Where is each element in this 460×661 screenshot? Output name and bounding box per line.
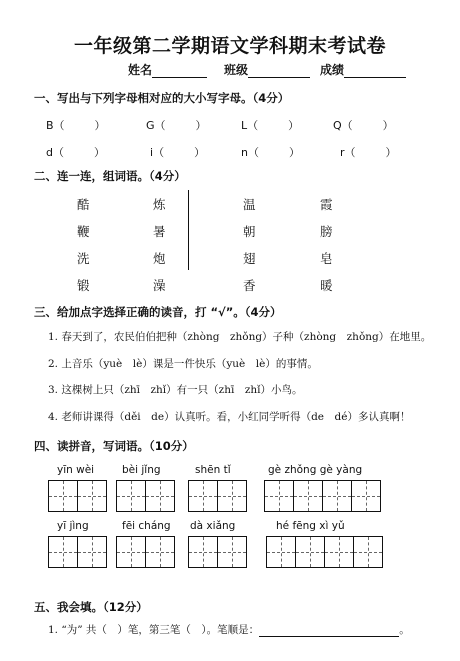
letter: Q — [333, 119, 342, 132]
character-box-group[interactable] — [188, 536, 247, 568]
name-blank[interactable] — [152, 65, 207, 78]
pinyin-label: gè zhǒng gè yàng — [268, 464, 363, 476]
question-2[interactable]: 2. 上音乐（yuè lè）课是一件快乐（yuè lè）的事情。 — [48, 358, 318, 370]
character-box-group[interactable] — [266, 536, 383, 568]
writing-box[interactable] — [267, 537, 295, 567]
letter-item: r（ ） — [340, 146, 397, 159]
writing-box[interactable] — [189, 537, 217, 567]
question-1[interactable]: 1. 春天到了，农民伯伯把种（zhòng zhǒng）子种（zhòng zhǒng）在地里。 — [48, 331, 432, 343]
match-word[interactable]: 洗 — [77, 251, 90, 266]
writing-box[interactable] — [117, 481, 145, 511]
class-label: 班级 — [224, 63, 249, 77]
writing-box[interactable] — [217, 537, 246, 567]
letter: n — [241, 146, 248, 159]
letter-item: i（ ） — [150, 146, 206, 159]
writing-box[interactable] — [49, 481, 77, 511]
match-word[interactable]: 鞭 — [77, 224, 90, 239]
writing-box[interactable] — [324, 537, 353, 567]
writing-box[interactable] — [145, 481, 174, 511]
pinyin-label: yīn wèi — [57, 464, 95, 476]
match-word[interactable]: 暑 — [153, 224, 166, 239]
writing-box[interactable] — [351, 481, 380, 511]
pinyin-label: hé fēng xì yǔ — [276, 520, 345, 532]
writing-box[interactable] — [189, 481, 217, 511]
character-box-group[interactable] — [264, 480, 381, 512]
writing-box[interactable] — [353, 537, 382, 567]
writing-box[interactable] — [293, 481, 322, 511]
writing-box[interactable] — [117, 537, 145, 567]
letter-item: B（ ） — [46, 119, 106, 132]
match-word[interactable]: 锻 — [77, 278, 90, 293]
character-box-group[interactable] — [116, 536, 175, 568]
letter-item: Q（ ） — [333, 119, 394, 132]
pinyin-label: dà xiǎng — [190, 520, 236, 532]
writing-box[interactable] — [265, 481, 293, 511]
match-word[interactable]: 温 — [243, 197, 256, 212]
name-field[interactable] — [128, 61, 207, 78]
letter-item: G（ ） — [146, 119, 207, 132]
question-4[interactable]: 4. 老师讲课得（děi de）认真听。看，小红同学听得（de dé）多认真啊！ — [48, 411, 411, 423]
match-word[interactable]: 炮 — [153, 251, 166, 266]
writing-box[interactable] — [49, 537, 77, 567]
letter: G — [146, 119, 155, 132]
letter: d — [46, 146, 53, 159]
score-label: 成绩 — [320, 63, 345, 77]
question-fill-1 — [48, 622, 410, 637]
match-word[interactable]: 酷 — [77, 197, 90, 212]
letter: L — [241, 119, 248, 132]
writing-box[interactable] — [217, 481, 246, 511]
match-word[interactable]: 膀 — [320, 224, 333, 239]
character-box-group[interactable] — [116, 480, 175, 512]
score-field[interactable] — [320, 61, 406, 78]
section-5-title: 五、我会填。（12分） — [34, 600, 148, 614]
writing-box[interactable] — [322, 481, 351, 511]
letter-item: d（ ） — [46, 146, 105, 159]
match-word[interactable]: 澡 — [153, 278, 166, 293]
class-blank[interactable] — [248, 65, 310, 78]
name-label: 姓名 — [128, 63, 153, 77]
section-3-title: 三、给加点字选择正确的读音，打 “√”。（4分） — [34, 305, 282, 319]
letter-item: L（ ） — [241, 119, 300, 132]
question-3[interactable]: 3. 这棵树上只（zhī zhǐ）有一只（zhī zhǐ）小鸟。 — [48, 384, 303, 396]
pinyin-label: shēn tǐ — [195, 464, 231, 476]
match-word[interactable]: 暖 — [320, 278, 333, 293]
match-word[interactable]: 香 — [243, 278, 256, 293]
character-box-group[interactable] — [188, 480, 247, 512]
match-word[interactable]: 皂 — [320, 251, 333, 266]
letter: B — [46, 119, 54, 132]
letter: i — [150, 146, 154, 159]
letter: r — [340, 146, 345, 159]
section-4-title: 四、读拼音，写词语。（10分） — [34, 439, 194, 453]
stroke-order-blank[interactable] — [259, 626, 399, 637]
character-box-group[interactable] — [48, 480, 107, 512]
match-word[interactable]: 翅 — [243, 251, 256, 266]
writing-box[interactable] — [145, 537, 174, 567]
writing-box[interactable] — [77, 481, 106, 511]
section-2-title: 二、连一连，组词语。（4分） — [34, 169, 186, 183]
question-fill-end: 。 — [399, 624, 410, 636]
match-word[interactable]: 霞 — [320, 197, 333, 212]
question-fill-text: 1. “为” 共（ ）笔，第三笔（ ）。笔顺是： — [48, 624, 260, 636]
pinyin-label: fēi cháng — [122, 520, 171, 532]
writing-box[interactable] — [77, 537, 106, 567]
page-title: 一年级第二学期语文学科期末考试卷 — [73, 35, 386, 57]
pinyin-label: bèi jǐng — [122, 464, 161, 476]
divider — [188, 190, 189, 270]
section-1-title: 一、写出与下列字母相对应的大小写字母。（4分） — [34, 91, 290, 105]
letter-item: n（ ） — [241, 146, 300, 159]
score-blank[interactable] — [344, 65, 406, 78]
character-box-group[interactable] — [48, 536, 107, 568]
pinyin-label: yī jìng — [57, 520, 89, 532]
match-word[interactable]: 炼 — [153, 197, 166, 212]
match-word[interactable]: 朝 — [243, 224, 256, 239]
writing-box[interactable] — [295, 537, 324, 567]
class-field[interactable] — [224, 61, 310, 78]
